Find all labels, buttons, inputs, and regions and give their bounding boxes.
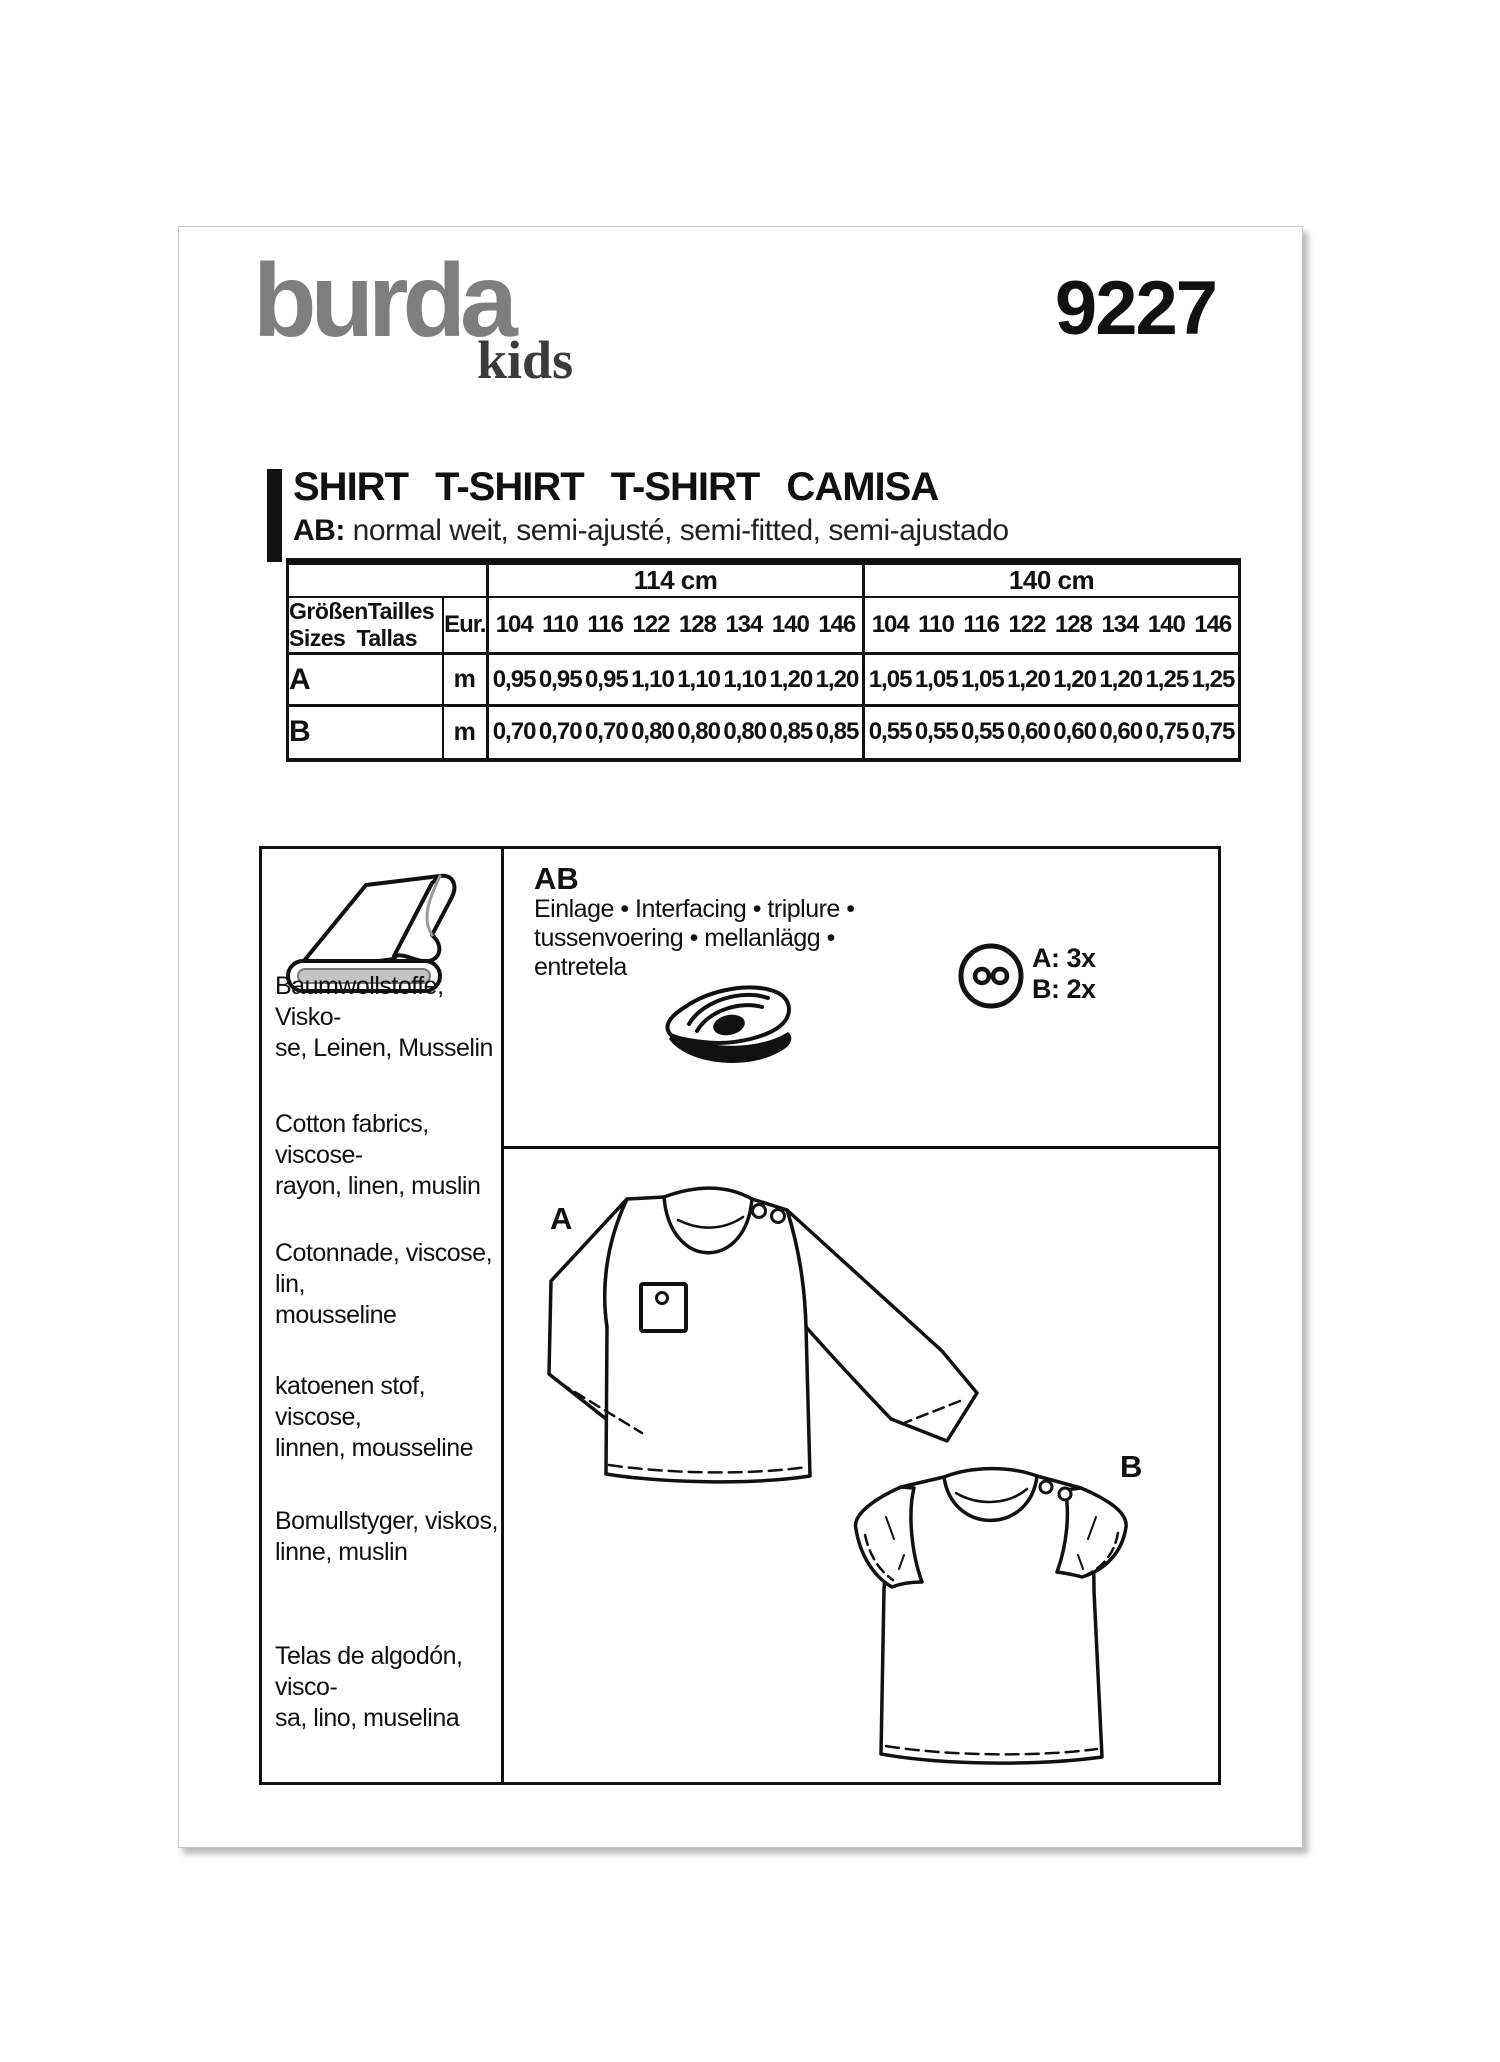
fabric-line: Bomullstyger, viskos,: [275, 1507, 498, 1535]
brand-logo-burda: burda: [253, 243, 512, 359]
blank-cell: [288, 562, 488, 598]
fabric-column: [262, 849, 504, 1782]
yardage-value: 1,25: [1191, 665, 1235, 693]
fabric-line: mousseline: [275, 1301, 397, 1329]
sizes-140-cell: [864, 597, 1240, 654]
fabric-line: linnen, mousseline: [275, 1434, 474, 1462]
yardage-value: 0,80: [631, 718, 674, 746]
fabric-text-nl: [275, 1371, 501, 1464]
yardage-value: 0,60: [1053, 718, 1096, 746]
yardage-value: 1,05: [914, 665, 958, 693]
brand-logo-kids: kids: [477, 330, 574, 390]
fabric-text-en: [275, 1109, 501, 1202]
yardage-value: 1,05: [960, 665, 1004, 693]
fabric-line: Cotton fabrics, viscose-: [275, 1110, 429, 1169]
interfacing-line: Einlage • Interfacing • triplure •: [534, 895, 855, 923]
fabric-line: Baumwollstoffe, Visko-: [275, 972, 444, 1031]
yardage-a-140: [864, 654, 1240, 706]
fabric-text-es: [275, 1641, 501, 1734]
size-value: 140: [1147, 611, 1185, 638]
sizes-label-de: Größen: [289, 598, 368, 624]
size-value: 134: [1101, 611, 1139, 638]
yardage-value: 1,10: [723, 665, 767, 693]
fabric-width-114: 114 cm: [488, 562, 864, 598]
size-value: 128: [1054, 611, 1092, 638]
size-value: 146: [1194, 611, 1232, 638]
yardage-value: 1,20: [815, 665, 859, 693]
fabric-width-row: [288, 562, 1240, 598]
sizes-row: [288, 597, 1240, 654]
fit-text: normal weit, semi-ajusté, semi-fitted, semi-ajustado: [352, 514, 1009, 547]
interfacing-views-heading: AB: [534, 861, 579, 896]
yardage-a-114: [488, 654, 864, 706]
yardage-row-a: [288, 654, 1240, 706]
yardage-value: 1,20: [769, 665, 813, 693]
yardage-value: 0,70: [584, 718, 628, 746]
size-value: 122: [632, 611, 670, 638]
sizes-label-es: Tallas: [356, 625, 417, 651]
yardage-value: 0,70: [492, 718, 536, 746]
fabric-line: Telas de algodón, visco-: [275, 1642, 463, 1701]
yardage-value: 0,70: [538, 718, 582, 746]
yardage-value: 0,85: [815, 718, 859, 746]
yardage-value: 0,55: [914, 718, 958, 746]
fabric-text-fr: [275, 1238, 501, 1331]
yardage-b-114: [488, 706, 864, 760]
yardage-value: 0,95: [492, 665, 536, 693]
size-value: 116: [587, 611, 623, 638]
size-value: 128: [678, 611, 716, 638]
button-icon: [956, 941, 1026, 1011]
yardage-value: 0,75: [1145, 718, 1189, 746]
fabric-line: katoenen stof, viscose,: [275, 1372, 426, 1431]
pattern-envelope-back: [178, 226, 1303, 1848]
view-a-row-label: A: [288, 654, 443, 706]
yardage-value: 0,80: [723, 718, 767, 746]
view-a-label: A: [550, 1201, 573, 1236]
yardage-value: 1,20: [1099, 665, 1143, 693]
yardage-table: [286, 558, 1241, 762]
fabric-width-140: 140 cm: [864, 562, 1240, 598]
yardage-table-wrap: [286, 558, 1238, 762]
yardage-value: 0,85: [769, 718, 813, 746]
sizes-114-cell: [488, 597, 864, 654]
yardage-value: 0,75: [1191, 718, 1235, 746]
fabric-line: se, Leinen, Musselin: [275, 1034, 493, 1062]
size-value: 134: [725, 611, 763, 638]
yardage-value: 1,05: [868, 665, 912, 693]
yardage-value: 1,10: [631, 665, 674, 693]
fit-views-label: AB:: [293, 514, 345, 547]
view-b-row-label: B: [288, 706, 443, 760]
size-value: 146: [818, 611, 856, 638]
sizes-label-en: Sizes: [289, 625, 346, 651]
yardage-value: 0,60: [1099, 718, 1143, 746]
fit-description: [293, 514, 1009, 547]
sizes-label-cell: [288, 597, 443, 654]
size-value: 122: [1008, 611, 1046, 638]
fabric-text-de: [275, 971, 501, 1064]
button-count-b: B: 2x: [1032, 974, 1096, 1004]
interfacing-line: entretela: [534, 953, 627, 981]
yardage-value: 1,20: [1053, 665, 1096, 693]
yardage-value: 1,25: [1145, 665, 1189, 693]
unit-cell: m: [443, 654, 488, 706]
size-value: 104: [871, 611, 909, 638]
button-count-a: A: 3x: [1032, 943, 1096, 973]
size-value: 104: [495, 611, 533, 638]
yardage-value: 0,95: [538, 665, 582, 693]
yardage-row-b: [288, 706, 1240, 760]
yardage-value: 1,20: [1007, 665, 1050, 693]
yardage-value: 0,55: [868, 718, 912, 746]
size-value: 110: [918, 611, 954, 638]
view-b-drawing: [852, 1457, 1202, 1787]
fabric-line: rayon, linen, muslin: [275, 1172, 481, 1200]
title-accent-bar: [267, 469, 282, 562]
iron-icon: [655, 975, 807, 1075]
yardage-value: 0,60: [1007, 718, 1050, 746]
yardage-b-140: [864, 706, 1240, 760]
interfacing-text: [534, 895, 855, 982]
unit-cell: m: [443, 706, 488, 760]
yardage-value: 0,95: [584, 665, 628, 693]
interfacing-line: tussenvoering • mellanlägg •: [534, 924, 835, 952]
fabric-line: linne, muslin: [275, 1538, 408, 1566]
size-value: 110: [542, 611, 578, 638]
size-value: 116: [963, 611, 999, 638]
pattern-number: 9227: [1054, 266, 1216, 351]
button-counts: [1032, 943, 1096, 1005]
yardage-value: 0,55: [960, 718, 1004, 746]
fabric-line: sa, lino, muselina: [275, 1704, 460, 1732]
size-value: 140: [771, 611, 809, 638]
fabric-text-sv: [275, 1506, 498, 1568]
sizes-label-fr: Tailles: [367, 598, 435, 624]
view-b-label: B: [1120, 1449, 1143, 1484]
eur-label-cell: Eur.: [443, 597, 488, 654]
garment-title: SHIRT T-SHIRT T-SHIRT CAMISA: [293, 465, 939, 509]
yardage-value: 1,10: [677, 665, 720, 693]
fabric-line: Cotonnade, viscose, lin,: [275, 1239, 493, 1298]
yardage-value: 0,80: [677, 718, 720, 746]
info-box: [259, 846, 1221, 1785]
